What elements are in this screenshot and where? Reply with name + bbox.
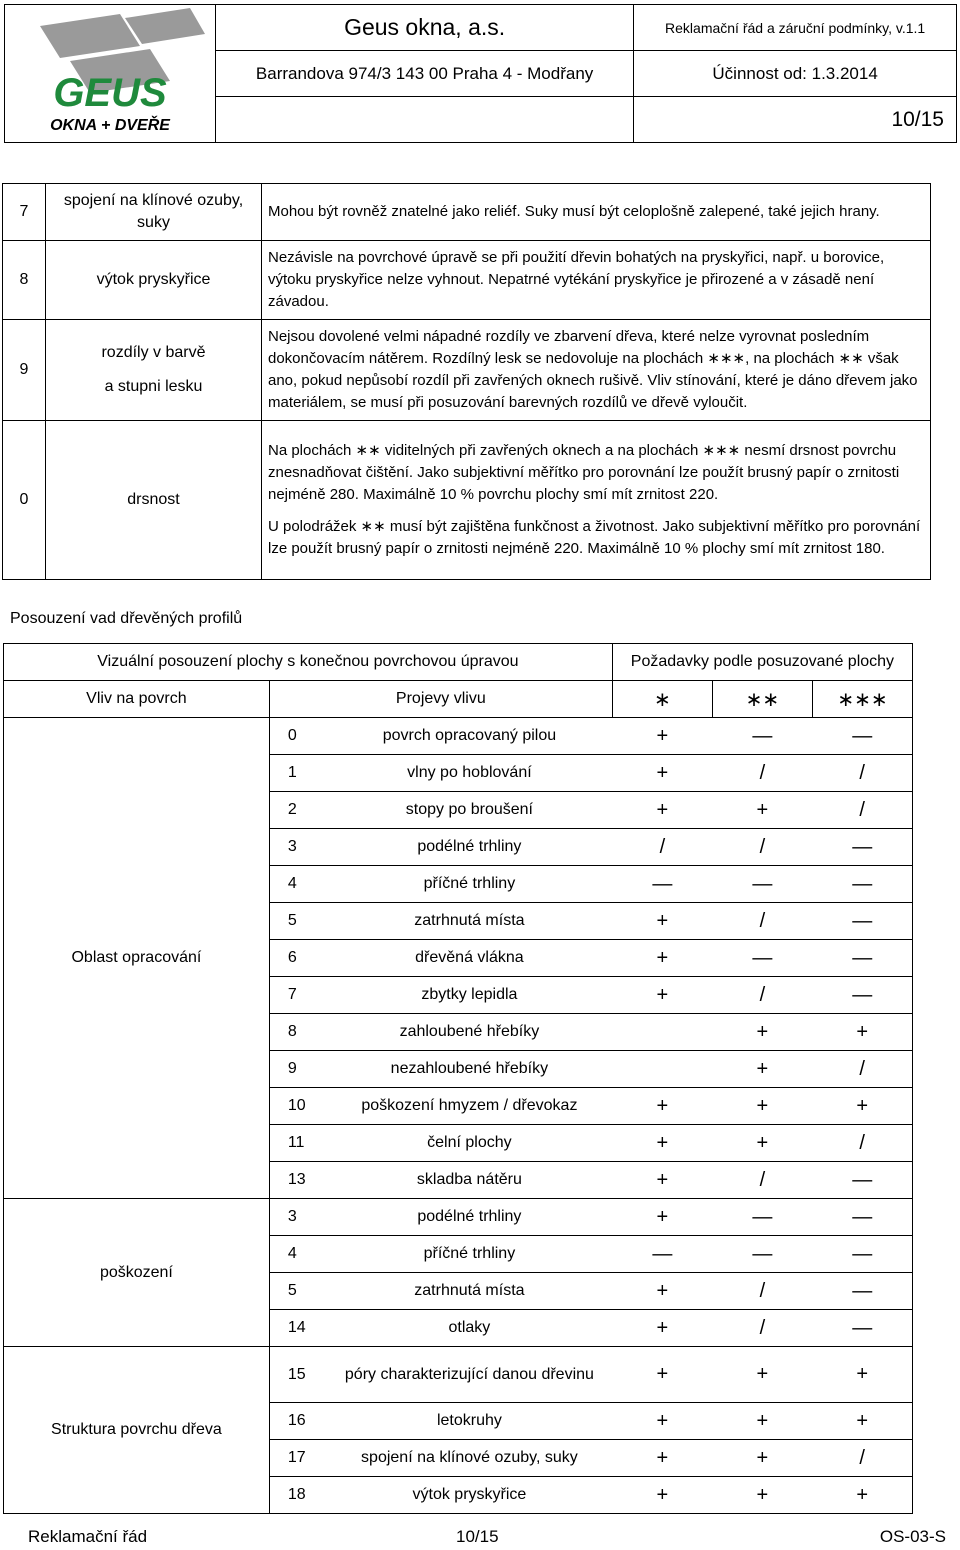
requirement-mark: + — [612, 1440, 712, 1477]
effect-name: letokruhy — [326, 1403, 612, 1440]
requirement-mark: + — [612, 1347, 712, 1403]
requirement-mark: / — [712, 755, 812, 792]
requirement-mark: + — [812, 1477, 912, 1514]
effect-name: poškození hmyzem / dřevokaz — [326, 1088, 612, 1125]
effect-index: 4 — [269, 1236, 326, 1273]
company-logo — [5, 5, 216, 143]
effect-index: 3 — [269, 1199, 326, 1236]
requirement-mark: + — [712, 1347, 812, 1403]
effect-name: stopy po broušení — [326, 792, 612, 829]
requirement-mark: — — [812, 1199, 912, 1236]
row-description — [262, 241, 931, 320]
description-text: Nezávisle na povrchové úpravě se při použití dřevin bohatých na pryskyřici, např. u borovice, výtoku pryskyřice nelze vyhnout. Nepatrné vytékání pryskyřice je přirozené a v zásadě není závadou. — [268, 249, 885, 310]
group-label: Oblast opracování — [4, 718, 270, 1199]
requirement-mark: / — [712, 903, 812, 940]
requirement-mark: + — [612, 792, 712, 829]
requirement-mark: + — [612, 1477, 712, 1514]
requirement-mark: / — [812, 1125, 912, 1162]
profile-defects-table — [3, 643, 913, 1514]
effect-name: zatrhnutá místa — [326, 903, 612, 940]
requirement-mark: — — [812, 1236, 912, 1273]
row-term — [46, 320, 262, 421]
geus-logo-icon — [10, 6, 210, 136]
requirement-mark: + — [612, 1273, 712, 1310]
effect-name: otlaky — [326, 1310, 612, 1347]
requirement-mark: + — [812, 1347, 912, 1403]
requirement-mark: + — [812, 1403, 912, 1440]
effect-index: 6 — [269, 940, 326, 977]
effect-name: skladba nátěru — [326, 1162, 612, 1199]
column-header-s2: ∗∗ — [712, 681, 812, 718]
requirement-mark: — — [612, 1236, 712, 1273]
footer-page-number: 10/15 — [456, 1527, 499, 1546]
requirement-mark: — — [812, 1273, 912, 1310]
requirement-mark — [612, 1014, 712, 1051]
page-footer — [0, 1527, 960, 1549]
requirement-mark: + — [612, 1162, 712, 1199]
page-header — [4, 4, 957, 142]
row-number: 8 — [3, 241, 46, 320]
row-term: spojení na klínové ozuby, suky — [46, 184, 262, 241]
requirement-mark: / — [812, 755, 912, 792]
requirement-mark: — — [812, 718, 912, 755]
row-description — [262, 184, 931, 241]
effective-date: Účinnost od: 1.3.2014 — [634, 51, 957, 97]
table-row — [4, 1199, 913, 1236]
company-address: Barrandova 974/3 143 00 Praha 4 - Modřany — [216, 51, 634, 97]
effect-name: nezahloubené hřebíky — [326, 1051, 612, 1088]
effect-name: povrch opracovaný pilou — [326, 718, 612, 755]
logo-subtitle: OKNA + DVEŘE — [50, 117, 170, 134]
table-row — [4, 1347, 913, 1403]
requirement-mark: — — [712, 1236, 812, 1273]
requirement-mark: + — [612, 1125, 712, 1162]
requirement-mark: + — [812, 1014, 912, 1051]
group-label: poškození — [4, 1199, 270, 1347]
requirement-mark: + — [712, 1088, 812, 1125]
column-header-influence: Vliv na povrch — [4, 681, 270, 718]
effect-index: 11 — [269, 1125, 326, 1162]
footer-code: OS-03-S — [879, 1527, 946, 1546]
effect-index: 3 — [269, 829, 326, 866]
requirement-mark: — — [812, 1310, 912, 1347]
effect-name: póry charakterizující danou dřevinu — [326, 1347, 612, 1403]
requirement-mark: / — [712, 1273, 812, 1310]
header-empty-cell — [216, 97, 634, 143]
table-row — [3, 241, 931, 320]
column-header-s1: ∗ — [612, 681, 712, 718]
table-row — [4, 718, 913, 755]
document-title: Reklamační řád a záruční podmínky, v.1.1 — [634, 5, 957, 51]
requirement-mark: + — [612, 718, 712, 755]
requirement-mark: + — [612, 977, 712, 1014]
row-term: výtok pryskyřice — [46, 241, 262, 320]
effect-index: 9 — [269, 1051, 326, 1088]
requirement-mark: + — [812, 1088, 912, 1125]
requirement-mark: + — [712, 1403, 812, 1440]
requirement-mark: — — [712, 1199, 812, 1236]
effect-index: 8 — [269, 1014, 326, 1051]
effect-name: výtok pryskyřice — [326, 1477, 612, 1514]
requirement-mark: — — [812, 940, 912, 977]
requirement-mark — [612, 1051, 712, 1088]
requirement-mark: / — [712, 1310, 812, 1347]
table-row — [3, 184, 931, 241]
effect-index: 16 — [269, 1403, 326, 1440]
requirement-mark: — — [712, 718, 812, 755]
effect-index: 5 — [269, 903, 326, 940]
effect-name: čelní plochy — [326, 1125, 612, 1162]
effect-index: 0 — [269, 718, 326, 755]
description-text: Na plochách ∗∗ viditelných při zavřených oknech a na plochách ∗∗∗ nesmí drsnost povrchu znesnadňovat čištění. Jako subjektivní měřítko pro porovnání lze použít brusný papír o zrnitosti nejméně 280. Maximálně 10 % povrchu plochy smí mít zrnitost 220. — [268, 442, 900, 503]
description-text: Nejsou dovolené velmi nápadné rozdíly ve zbarvení dřeva, které nelze vyrovnat posledním dokončovacím nátěrem. Rozdílný lesk se nedovoluje na plochách ∗∗∗, na plochách ∗∗ však ano, pokud nepůsobí rozdíl při zavřených oknech rušivě. Vliv stínování, které je dáno dřevem jako materiálem, se musí při posuzování barevných rozdílů ve dřevě vyloučit. — [268, 328, 918, 411]
requirement-mark: / — [712, 977, 812, 1014]
effect-index: 5 — [269, 1273, 326, 1310]
table-title-left: Vizuální posouzení plochy s konečnou povrchovou úpravou — [4, 644, 613, 681]
effect-index: 7 — [269, 977, 326, 1014]
requirement-mark: — — [812, 866, 912, 903]
row-description — [262, 320, 931, 421]
table-header-row — [4, 644, 913, 681]
effect-name: zatrhnutá místa — [326, 1273, 612, 1310]
effect-index: 4 — [269, 866, 326, 903]
requirement-mark: — — [812, 903, 912, 940]
effect-index: 18 — [269, 1477, 326, 1514]
effect-name: zbytky lepidla — [326, 977, 612, 1014]
requirement-mark: + — [712, 1477, 812, 1514]
requirement-mark: + — [712, 1051, 812, 1088]
requirement-mark: / — [812, 792, 912, 829]
column-header-effects: Projevy vlivu — [269, 681, 612, 718]
requirement-mark: / — [812, 1051, 912, 1088]
effect-index: 10 — [269, 1088, 326, 1125]
company-name: Geus okna, a.s. — [216, 5, 634, 51]
requirement-mark: + — [712, 1014, 812, 1051]
requirement-mark: — — [812, 977, 912, 1014]
description-text: U polodrážek ∗∗ musí být zajištěna funkčnost a životnost. Jako subjektivní měřítko pro porovnání lze použít brusný papír o zrnitosti nejméně 220. Maximálně 10 % plochy smí mít zrnitost 180. — [268, 518, 921, 557]
effect-index: 15 — [269, 1347, 326, 1403]
table-row — [3, 320, 931, 421]
effect-name: příčné trhliny — [326, 866, 612, 903]
requirement-mark: + — [612, 1199, 712, 1236]
effect-name: podélné trhliny — [326, 1199, 612, 1236]
requirement-mark: + — [612, 903, 712, 940]
requirement-mark: + — [612, 1088, 712, 1125]
effect-name: příčné trhliny — [326, 1236, 612, 1273]
requirement-mark: — — [812, 1162, 912, 1199]
defect-description-table — [2, 183, 931, 580]
requirement-mark: + — [612, 1403, 712, 1440]
effect-name: vlny po hoblování — [326, 755, 612, 792]
effect-index: 17 — [269, 1440, 326, 1477]
row-number: 7 — [3, 184, 46, 241]
section-title: Posouzení vad dřevěných profilů — [10, 610, 243, 627]
effect-index: 13 — [269, 1162, 326, 1199]
requirement-mark: — — [712, 866, 812, 903]
requirement-mark: — — [712, 940, 812, 977]
term-line: rozdíly v barvě — [101, 344, 206, 361]
requirement-mark: + — [612, 940, 712, 977]
requirement-mark: / — [612, 829, 712, 866]
requirement-mark: + — [712, 1440, 812, 1477]
effect-name: dřevěná vlákna — [326, 940, 612, 977]
requirement-mark: — — [612, 866, 712, 903]
group-label: Struktura povrchu dřeva — [4, 1347, 270, 1514]
table-row — [3, 421, 931, 580]
effect-index: 1 — [269, 755, 326, 792]
description-text: Mohou být rovněž znatelné jako reliéf. Suky musí být celoplošně zalepené, také jejich hrany. — [268, 203, 880, 220]
table-header-row — [4, 681, 913, 718]
requirement-mark: / — [812, 1440, 912, 1477]
effect-name: spojení na klínové ozuby, suky — [326, 1440, 612, 1477]
footer-left: Reklamační řád — [28, 1527, 148, 1546]
row-number: 9 — [3, 320, 46, 421]
requirement-mark: + — [712, 792, 812, 829]
table-title-right: Požadavky podle posuzované plochy — [612, 644, 912, 681]
requirement-mark: / — [712, 829, 812, 866]
logo-wordmark: GEUS — [53, 71, 167, 115]
effect-index: 14 — [269, 1310, 326, 1347]
requirement-mark: + — [612, 1310, 712, 1347]
row-number: 0 — [3, 421, 46, 580]
requirement-mark: + — [612, 755, 712, 792]
requirement-mark: — — [812, 829, 912, 866]
effect-name: zahloubené hřebíky — [326, 1014, 612, 1051]
row-description — [262, 421, 931, 580]
row-term: drsnost — [46, 421, 262, 580]
column-header-s3: ∗∗∗ — [812, 681, 912, 718]
header-page-number: 10/15 — [634, 97, 957, 143]
requirement-mark: + — [712, 1125, 812, 1162]
effect-name: podélné trhliny — [326, 829, 612, 866]
term-line: a stupni lesku — [104, 378, 203, 395]
requirement-mark: / — [712, 1162, 812, 1199]
effect-index: 2 — [269, 792, 326, 829]
